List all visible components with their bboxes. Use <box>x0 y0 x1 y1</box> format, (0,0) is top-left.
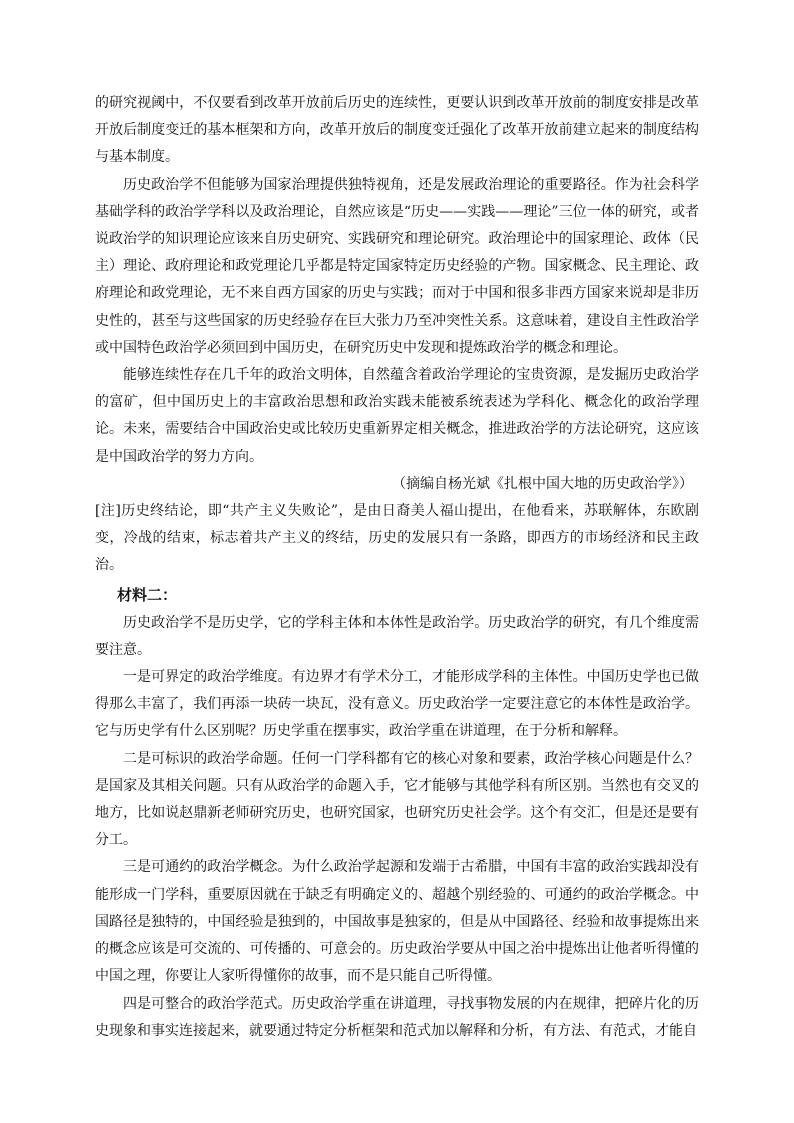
paragraph-dimension-two: 二是可标识的政治学命题。任何一门学科都有它的核心对象和要素，政治学核心问题是什么？是国家及其相关问题。只有从政治学的命题入手，它才能够与其他学科有所区别。当然也有交叉的地方，比如说赵鼎新老师研究历史，也研究国家，也研究历史社会学。这个有交汇，但是还是要有分工。 <box>95 750 699 849</box>
paragraph-intro: 历史政治学不是历史学，它的学科主体和本体性是政治学。历史政治学的研究，有几个维度需要注意。 <box>95 614 699 658</box>
paragraph-political-theory: 历史政治学不但能够为国家治理提供独特视角，还是发展政治理论的重要路径。作为社会科学基础学科的政治学学科以及政治理论，自然应该是“历史——实践——理论”三位一体的研究，或者说政治学的知识理论应该来自历史研究、实践研究和理论研究。政治理论中的国家理论、政体（民主）理论、政府理论和政党理论几乎都是特定国家特定历史经验的产物。国家概念、民主理论、政府理论和政党理论，无不来自西方国家的历史与实践；而对于中国和很多非西方国家来说却是非历史性的，甚至与这些国家的历史经验存在巨大张力乃至冲突性关系。这意味着，建设自主性政治学或中国特色政治学必须回到中国历史，在研究历史中发现和提炼政治学的概念和理论。 <box>95 176 699 356</box>
paragraph-continued: 的研究视阈中，不仅要看到改革开放前后历史的连续性，更要认识到改革开放前的制度安排是改革开放后制度变迁的基本框架和方向，改革开放后的制度变迁强化了改革开放前建立起来的制度结构与基本制度。 <box>95 95 699 166</box>
paragraph-dimension-three: 三是可通约的政治学概念。为什么政治学起源和发端于古希腊，中国有丰富的政治实践却没有能形成一门学科，重要原因就在于缺乏有明确定义的、超越个别经验的、可通约的政治学概念。中国路径是独特的，中国经验是独到的，中国故事是独家的，但是从中国路径、经验和故事提炼出来的概念应该是可交流的、可传播的、可意会的。历史政治学要从中国之治中提炼出让他者听得懂的中国之理，你要让人家听得懂你的故事，而不是只能自己听得懂。 <box>95 859 699 985</box>
paragraph-dimension-one: 一是可界定的政治学维度。有边界才有学术分工，才能形成学科的主体性。中国历史学也已做得那么丰富了，我们再添一块砖一块瓦，没有意义。历史政治学一定要注意它的本体性是政治学。它与历史学有什么区别呢？历史学重在摆事实，政治学重在讲道理，在于分析和解释。 <box>95 669 699 740</box>
document-page <box>95 90 699 1045</box>
footnote: [注]历史终结论，即“共产主义失败论”，是由日裔美人福山提出，在他看来，苏联解体，东欧剧变，冷战的结束，标志着共产主义的终结，历史的发展只有一条路，即西方的市场经济和民主政治。 <box>95 503 699 574</box>
paragraph-civilization: 能够连续性存在几千年的政治文明体，自然蕴含着政治学理论的宝贵资源，是发掘历史政治学的富矿，但中国历史上的丰富政治思想和政治实践未能被系统表述为学科化、概念化的政治学理论。未来，需要结合中国政治史或比较历史重新界定相关概念，推进政治学的方法论研究，这应该是中国政治学的努力方向。 <box>95 367 699 465</box>
paragraph-dimension-four: 四是可整合的政治学范式。历史政治学重在讲道理，寻找事物发展的内在规律，把碎片化的历史现象和事实连接起来，就要通过特定分析框架和范式加以解释和分析，有方法、有范式，才能自 <box>95 995 699 1039</box>
source-citation: （摘编自杨光斌《扎根中国大地的历史政治学》） <box>392 475 693 492</box>
section-title-material-two: 材料二： <box>117 585 178 604</box>
